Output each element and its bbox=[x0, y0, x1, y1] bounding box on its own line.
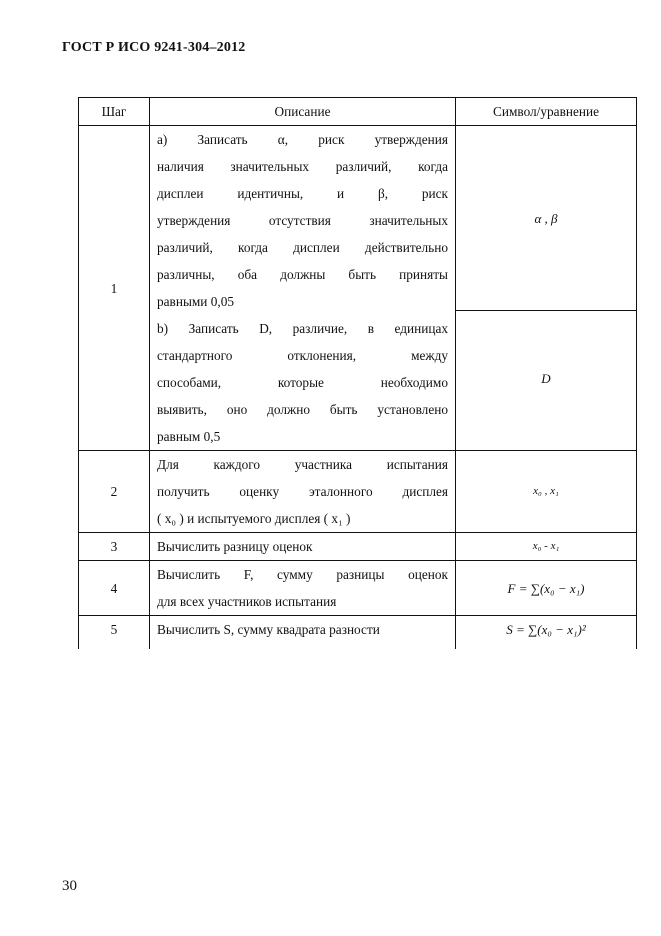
step-1b-line: b) Записать D, различие, в единицах bbox=[157, 321, 448, 336]
step-1b-symbol: D bbox=[541, 370, 551, 386]
step-number-2: 2 bbox=[79, 451, 150, 533]
table-row-step-3 bbox=[79, 533, 637, 561]
table-row-step-2 bbox=[79, 451, 637, 533]
step-5-description bbox=[150, 616, 456, 650]
step-2-description bbox=[150, 451, 456, 533]
header-step: Шаг bbox=[79, 98, 150, 126]
step-2-line: Для каждого участника испытания bbox=[157, 457, 448, 472]
table-row-step-1 bbox=[79, 126, 637, 451]
step-1a-line: наличия значительных различий, когда bbox=[157, 159, 448, 174]
step-4-line: Вычислить F, сумму разницы оценок bbox=[157, 567, 448, 582]
step-3-symbol: x₀ - x₁ bbox=[456, 533, 637, 561]
step-1b-line-last: равным 0,5 bbox=[157, 429, 221, 444]
step-number-1: 1 bbox=[79, 126, 150, 451]
step-4-description bbox=[150, 561, 456, 616]
step-1a-line: а) Записать α, риск утверждения bbox=[157, 132, 448, 147]
step-number-4: 4 bbox=[79, 561, 150, 616]
steps-table bbox=[78, 97, 637, 649]
step-2-line: получить оценку эталонного дисплея bbox=[157, 484, 448, 499]
document-header: ГОСТ Р ИСО 9241-304–2012 bbox=[62, 40, 246, 55]
step-2-line-last: ( x₀ ) и испытуемого дисплея ( x₁ ) bbox=[157, 511, 351, 526]
step-1a-line-last: равными 0,05 bbox=[157, 294, 235, 309]
step-1a-line: различны, оба должны быть приняты bbox=[157, 267, 448, 282]
page-number: 30 bbox=[62, 878, 77, 894]
step-5-line-last: Вычислить S, сумму квадрата разности bbox=[157, 622, 380, 637]
header-symbol: Символ/уравнение bbox=[456, 98, 637, 126]
table-row-step-5 bbox=[79, 616, 637, 650]
step-2-symbol: x₀ , x₁ bbox=[456, 451, 637, 533]
step-3-description bbox=[150, 533, 456, 561]
step-1b-line: стандартного отклонения, между bbox=[157, 348, 448, 363]
step-1a-line: дисплеи идентичны, и β, риск bbox=[157, 186, 448, 201]
header-description: Описание bbox=[150, 98, 456, 126]
step-1a-symbol: α , β bbox=[456, 126, 636, 311]
step-number-5: 5 bbox=[79, 616, 150, 650]
step-1b-line: способами, которые необходимо bbox=[157, 375, 448, 390]
table-header-row bbox=[79, 98, 637, 126]
step-1-description bbox=[150, 126, 456, 451]
step-1-symbols bbox=[456, 126, 637, 451]
step-3-line-last: Вычислить разницу оценок bbox=[157, 539, 313, 554]
step-number-3: 3 bbox=[79, 533, 150, 561]
step-1a-line: различий, когда дисплеи действительно bbox=[157, 240, 448, 255]
step-4-symbol: F = ∑(x₀ − x₁) bbox=[456, 561, 637, 616]
step-1a-line: утверждения отсутствия значительных bbox=[157, 213, 448, 228]
step-1b-line: выявить, оно должно быть установлено bbox=[157, 402, 448, 417]
table-row-step-4 bbox=[79, 561, 637, 616]
step-4-line-last: для всех участников испытания bbox=[157, 594, 337, 609]
step-5-symbol: S = ∑(x₀ − x₁)² bbox=[456, 616, 637, 650]
